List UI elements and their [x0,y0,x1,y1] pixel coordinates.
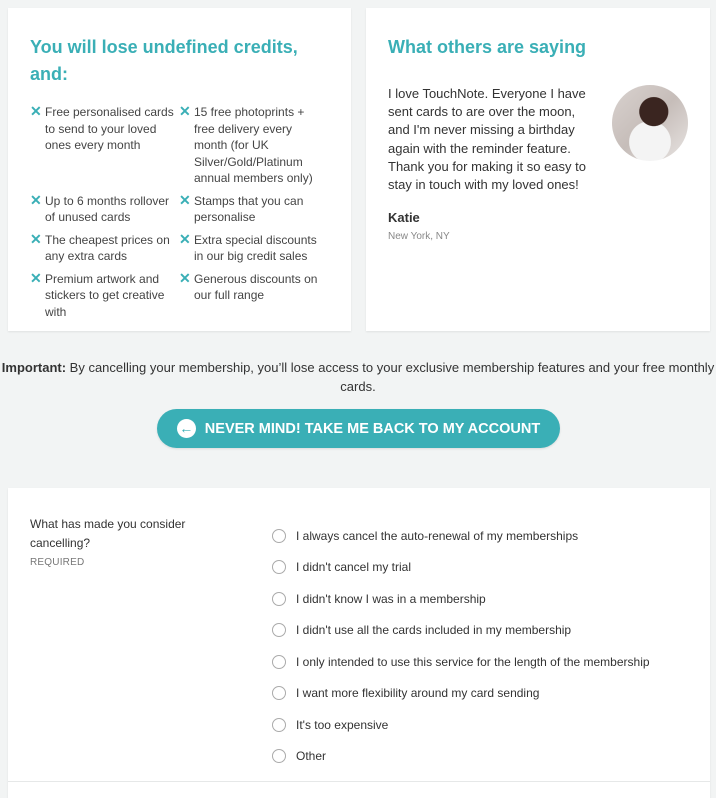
divider [8,781,710,782]
reason-question [30,515,230,573]
testimonial-quote: I love TouchNote. Everyone I have sent cards to are over the moon, and I'm never missing a birthday again with the reminder feature. Thank you for making it so easy to stay in touch with my loved ones! [388,86,586,193]
arrow-left-circle-icon: ← [177,419,196,438]
benefit-item: ✕ Up to 6 months rollover of unused cards [30,191,170,224]
lose-benefits-title: You will lose undefined credits, and: [30,37,298,84]
x-icon: ✕ [30,103,42,119]
reason-option[interactable]: It's too expensive [272,709,650,741]
reason-option[interactable]: I didn't know I was in a membership [272,583,650,615]
reason-option[interactable]: I always cancel the auto-renewal of my memberships [272,520,650,552]
radio-button[interactable] [272,560,286,574]
important-label: Important: [1,360,67,375]
reason-question-text: What has made you consider cancelling? [30,517,186,550]
back-to-account-label: NEVER MIND! TAKE ME BACK TO MY ACCOUNT [204,420,541,437]
benefit-item: ✕ Free personalised cards to send to your loved ones every month [30,104,178,187]
benefits-list [30,104,329,320]
lose-benefits-card [8,8,351,331]
reason-option[interactable]: Other [272,741,650,773]
radio-button[interactable] [272,592,286,606]
reason-option[interactable]: I didn't cancel my trial [272,552,650,584]
testimonial-card [366,8,710,331]
radio-button[interactable] [272,686,286,700]
testimonial-author: Katie [388,210,420,226]
reason-option[interactable]: I didn't use all the cards included in my membership [272,615,650,647]
x-icon: ✕ [179,230,191,247]
x-icon: ✕ [30,191,42,208]
radio-button[interactable] [272,529,286,543]
benefit-item: ✕ The cheapest prices on any extra cards [30,230,170,263]
radio-button[interactable] [272,655,286,669]
x-icon: ✕ [179,191,191,208]
radio-button[interactable] [272,749,286,763]
important-notice [0,359,716,396]
required-label: REQUIRED [30,557,85,568]
testimonial-location: New York, NY [388,231,450,243]
radio-button[interactable] [272,718,286,732]
x-icon: ✕ [30,269,42,286]
reason-option[interactable]: I want more flexibility around my card sending [272,678,650,710]
benefit-item: ✕ 15 free photoprints + free delivery every month (for UK Silver/Gold/Platinum annual members only) [179,103,313,185]
benefit-item: ✕ Generous discounts on our full range [179,271,327,321]
testimonial-title: What others are saying [388,37,587,57]
benefit-item: ✕ Premium artwork and stickers to get creative with [30,269,165,319]
testimonial-body [388,85,688,194]
avatar [612,85,688,161]
benefit-item: ✕ Extra special discounts in our big credit sales [179,230,317,263]
cancel-reason-form [8,488,710,798]
important-text: By cancelling your membership, you’ll lose access to your exclusive membership features and your free monthly cards. [66,360,715,394]
back-to-account-button[interactable] [157,409,560,448]
x-icon: ✕ [179,103,191,119]
reason-options [272,520,650,772]
reason-option[interactable]: I only intended to use this service for the length of the membership [272,646,650,678]
benefit-item: ✕ Stamps that you can personalise [179,191,304,224]
x-icon: ✕ [179,269,191,286]
x-icon: ✕ [30,230,42,247]
radio-button[interactable] [272,623,286,637]
